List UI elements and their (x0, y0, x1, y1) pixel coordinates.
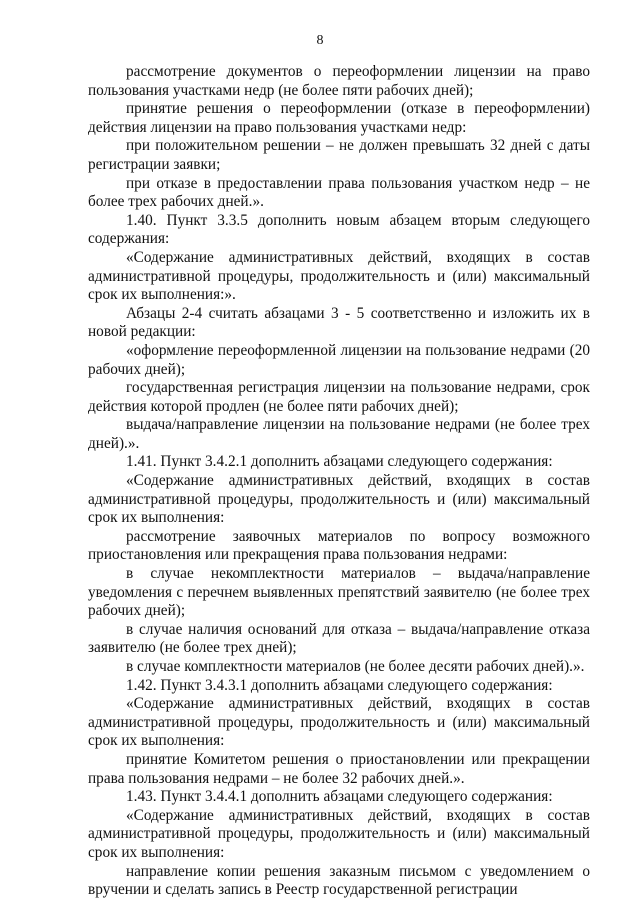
paragraph: направление копии решения заказным письмом с уведомлением о вручении и сделать запись в Реестр государственной регистрации (88, 862, 590, 899)
paragraph: рассмотрение заявочных материалов по вопросу возможного приостановления или прекращения права пользования недрами: (88, 527, 590, 564)
paragraph: «Содержание административных действий, входящих в состав административной процедуры, продолжительность и (или) максимальный срок их выполнения: (88, 472, 590, 527)
paragraph: в случае комплектности материалов (не более десяти рабочих дней).». (126, 658, 585, 675)
paragraph: при положительном решении – не должен превышать 32 дней с даты регистрации заявки; (88, 137, 590, 173)
paragraph: в случае некомплектности материалов – выдача/направление уведомления с перечнем выявленных препятствий заявителю (не более трех рабочих дней); (88, 565, 590, 620)
clause-heading: 1.42. Пункт 3.4.3.1 дополнить абзацами следующего содержания: (126, 676, 553, 694)
clause-heading: 1.40. Пункт 3.3.5 дополнить новым абзацем вторым следующего содержания: (88, 211, 590, 248)
paragraph: рассмотрение документов о переоформлении лицензии на право пользования участками недр (не более пяти рабочих дней); (88, 63, 590, 99)
document-body (88, 63, 590, 900)
paragraph: «Содержание административных действий, входящих в состав административной процедуры, продолжительность и (или) максимальный срок их выполнения: (88, 806, 590, 861)
paragraph: принятие решения о переоформлении (отказе в переоформлении) действия лицензии на право пользования участками недр: (88, 100, 590, 136)
paragraph: в случае наличия оснований для отказа – выдача/направление отказа заявителю (не более трех дней); (88, 620, 590, 657)
page-number: 8 (316, 33, 324, 48)
clause-heading: 1.41. Пункт 3.4.2.1 дополнить абзацами следующего содержания: (126, 453, 553, 471)
paragraph: Абзацы 2-4 считать абзацами 3 - 5 соответственно и изложить их в новой редакции: (88, 304, 590, 341)
paragraph: «Содержание административных действий, входящих в состав административной процедуры, продолжительность и (или) максимальный срок их выполнения: (88, 695, 590, 750)
paragraph: «Содержание административных действий, входящих в состав административной процедуры, продолжительность и (или) максимальный срок их выполнения:». (88, 248, 590, 304)
paragraph: государственная регистрация лицензии на пользование недрами, срок действия которой продлен (не более пяти рабочих дней); (88, 379, 590, 415)
paragraph: при отказе в предоставлении права пользования участком недр – не более трех рабочих дней.». (88, 174, 590, 211)
paragraph: «оформление переоформленной лицензии на пользование недрами (20 рабочих дней); (88, 341, 590, 378)
paragraph: выдача/направление лицензии на пользование недрами (не более трех дней).». (88, 416, 590, 452)
paragraph: принятие Комитетом решения о приостановлении или прекращении права пользования недрами – не более 32 рабочих дней.». (88, 750, 590, 787)
clause-heading: 1.43. Пункт 3.4.4.1 дополнить абзацами следующего содержания: (126, 788, 553, 806)
